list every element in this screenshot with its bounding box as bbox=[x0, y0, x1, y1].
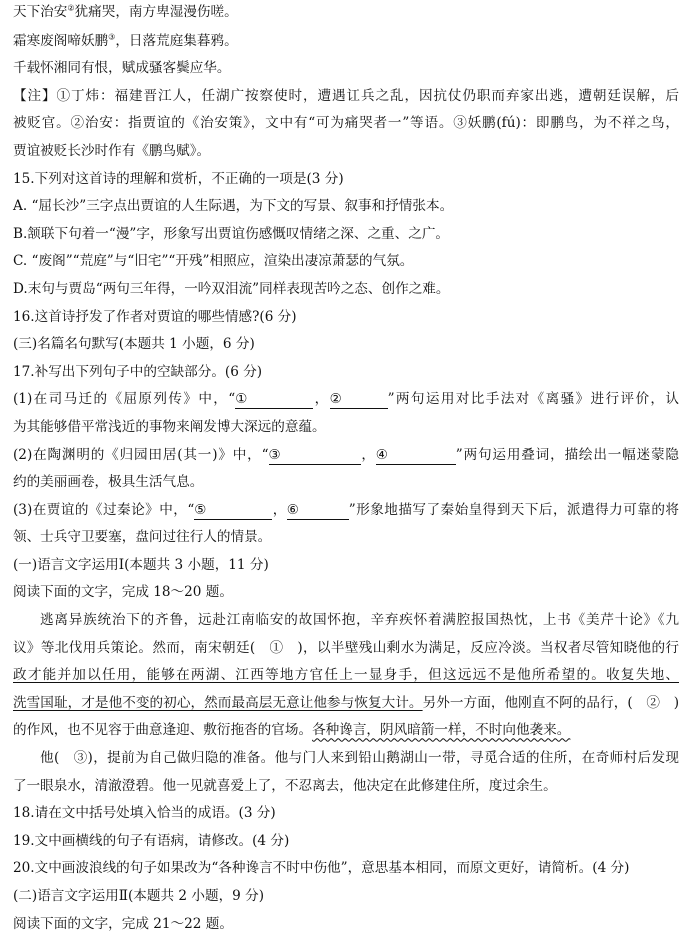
passage-line-1: 逃离异族统治下的齐鲁，远赴江南临安的故国怀抱，辛弃疾怀着满腔报国热忱，上书《美芹十论》《九 bbox=[40, 612, 679, 629]
q17-part-3-cont: 领、士兵守卫要塞，盘问过往行人的情景。 bbox=[13, 529, 272, 546]
poem-line-3: 千载怀湘同有恨，赋成骚客鬓应华。 bbox=[13, 60, 231, 77]
fill-blank-4[interactable]: ④ bbox=[376, 447, 456, 465]
passage-line-3-underlined: 政才能并加以任用，能够在两湖、江西等地方官任上一显身手，但这远远不是他所希望的。收复失地、 bbox=[13, 667, 679, 684]
q17-part-2-cont: 约的美丽画卷，极具生活气息。 bbox=[13, 474, 204, 491]
notes-line-2: 被贬官。②治安：指贾谊的《治安策》，文中有“可为痛哭者一”等语。③妖鹏(fú)：即鹏鸟，为不祥之鸟， bbox=[13, 115, 679, 132]
q15-stem: 15.下列对这首诗的理解和赏析，不正确的一项是(3 分) bbox=[13, 170, 344, 187]
section-heading-lang-1: (一)语言文字运用Ⅰ(本题共 3 小题，11 分) bbox=[13, 556, 269, 573]
underlined-sentence-end: 洗雪国耻，才是他不变的初心，然而最高层无意让他参与恢复大计。 bbox=[13, 694, 423, 711]
q19-stem: 19.文中画横线的句子有语病，请修改。(4 分) bbox=[13, 832, 290, 849]
poem-line-1: 天下治安②犹痛哭，南方卑湿漫伤嗟。 bbox=[13, 3, 238, 20]
reading-instruction-1: 阅读下面的文字，完成 18～20 题。 bbox=[13, 584, 233, 601]
passage-line-4: 洗雪国耻，才是他不变的初心，然而最高层无意让他参与恢复大计。另外一方面，他刚直不阿的品行，( ② ) bbox=[13, 694, 680, 711]
exam-page bbox=[13, 0, 679, 938]
notes-line-1: 【注】①丁炜：福建晋江人，任湖广按察使时，遭遇讧兵之乱，因抗仗仍职而弃家出逃，遭朝廷误解，后 bbox=[13, 87, 679, 104]
q16-stem: 16.这首诗抒发了作者对贾谊的哪些情感?(6 分) bbox=[13, 308, 297, 325]
q15-option-b: B.颔联下句着一“漫”字，形象写出贾谊伤感慨叹情绪之深、之重、之广。 bbox=[13, 225, 450, 242]
poem-line-2: 霜寒废阁啼妖鹏③，日落荒庭集暮鸦。 bbox=[13, 32, 238, 49]
fill-blank-2[interactable]: ② bbox=[330, 391, 388, 409]
q20-stem: 20.文中画波浪线的句子如果改为“各种谗言不时中伤他”，意思基本相同，而原文更好，请简析。(4 分) bbox=[13, 860, 630, 877]
passage-line-5: 的作风，也不见容于曲意逢迎、敷衍拖沓的官场。各种谗言，阴风暗箭一样，不时向他袭来。 bbox=[13, 722, 571, 739]
q15-option-d: D.末句与贾岛“两句三年得，一吟双泪流”同样表现苦吟之态、创作之难。 bbox=[13, 280, 450, 297]
q15-option-a: A. “屈长沙”三字点出贾谊的人生际遇，为下文的写景、叙事和抒情张本。 bbox=[13, 198, 454, 215]
fill-blank-6[interactable]: ⑥ bbox=[287, 502, 349, 520]
q17-part-1-cont: 为其能够借平常浅近的事物来阐发博大深远的意蕴。 bbox=[13, 418, 326, 435]
q18-stem: 18.请在文中括号处填入恰当的成语。(3 分) bbox=[13, 805, 276, 822]
q15-option-c: C. “废阁”“荒庭”与“旧宅”“开残”相照应，渲染出凄凉萧瑟的气氛。 bbox=[13, 253, 414, 270]
q17-stem: 17.补写出下列句子中的空缺部分。(6 分) bbox=[13, 363, 263, 380]
passage-line-2: 议》等北伐用兵策论。然而，南宋朝廷( ① )，以半壁残山剩水为满足，反应冷淡。当权者尽管知晓他的行 bbox=[13, 639, 679, 656]
notes-line-3: 贾谊被贬长沙时作有《鹏鸟赋》。 bbox=[13, 142, 211, 159]
fill-blank-1[interactable]: ① bbox=[235, 391, 313, 409]
wavy-underlined-sentence: 各种谗言，阴风暗箭一样，不时向他袭来。 bbox=[312, 722, 571, 739]
q17-part-2: (2)在陶渊明的《归园田居(其一)》中，“③ ，④ ”两句运用叠词，描绘出一幅迷蒙隐 bbox=[13, 446, 680, 463]
section-heading-3: (三)名篇名句默写(本题共 1 小题，6 分) bbox=[13, 336, 255, 353]
q17-part-1: (1)在司马迁的《屈原列传》中，“① ，② ”两句运用对比手法对《离骚》进行评价，认 bbox=[13, 391, 679, 408]
section-heading-lang-2: (二)语言文字运用Ⅱ(本题共 2 小题，9 分) bbox=[13, 888, 265, 904]
passage-line-6: 他( ③)，提前为自己做归隐的准备。他与门人来到铅山鹅湖山一带，寻觅合适的住所，在奇师村后发现 bbox=[40, 750, 679, 767]
q17-part-3: (3)在贾谊的《过秦论》中，“⑤ ，⑥ ”形象地描写了秦始皇得到天下后，派遣得力可靠的将 bbox=[13, 501, 679, 518]
fill-blank-5[interactable]: ⑤ bbox=[194, 502, 272, 520]
passage-line-7: 了一眼泉水，清澈澄碧。他一见就喜爱上了，不忍离去，他决定在此修建住所，度过余生。 bbox=[13, 777, 557, 794]
fill-blank-3[interactable]: ③ bbox=[269, 447, 361, 465]
reading-instruction-2: 阅读下面的文字，完成 21～22 题。 bbox=[13, 915, 233, 932]
